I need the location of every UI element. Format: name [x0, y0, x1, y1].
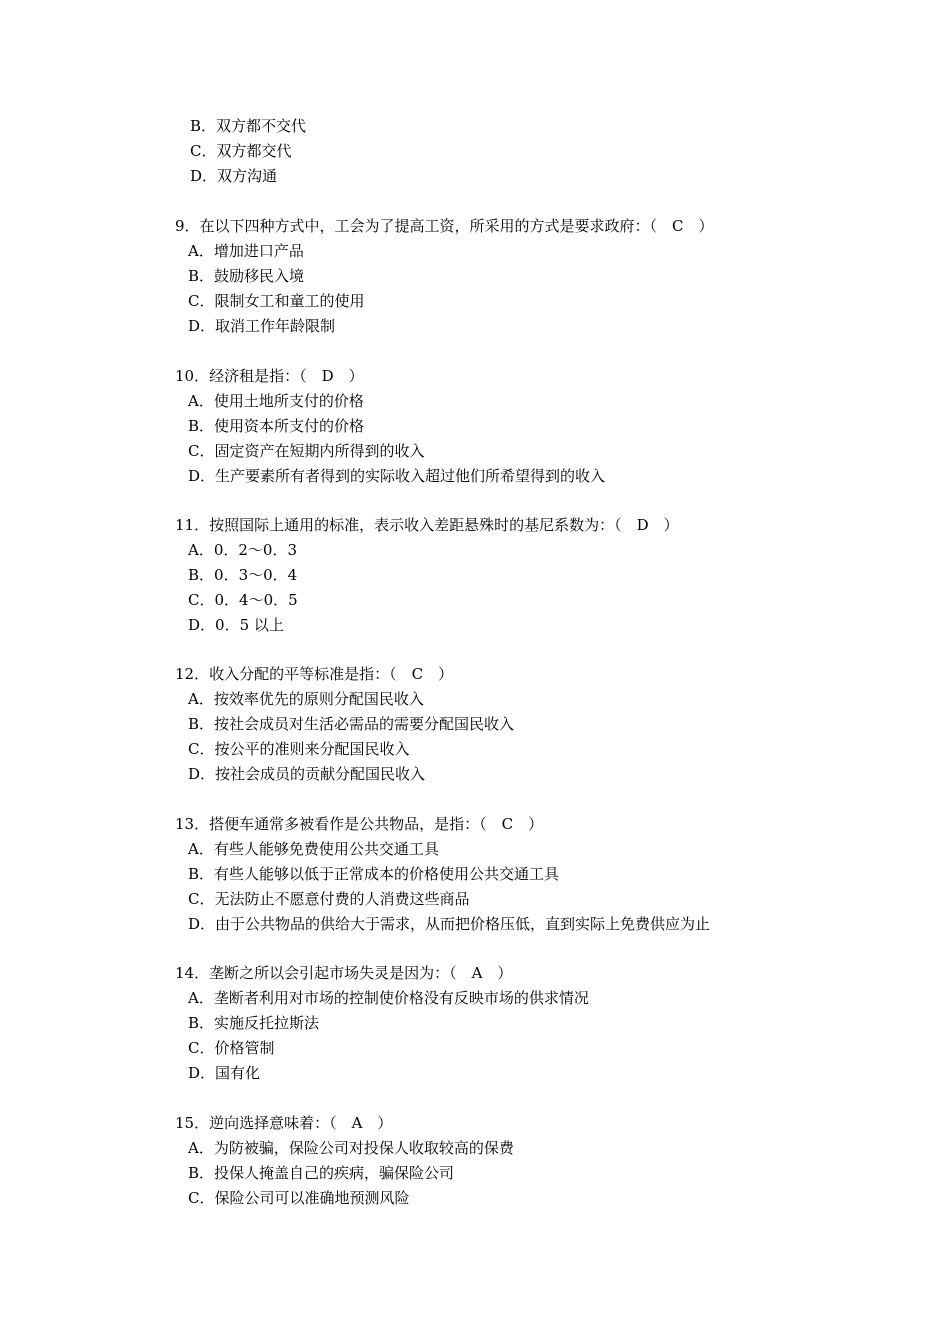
option-a: A．有些人能够免费使用公共交通工具: [188, 840, 439, 858]
option-b: B．0．3～0．4: [188, 566, 298, 584]
option-d: D．生产要素所有者得到的实际收入超过他们所希望得到的收入: [188, 467, 606, 485]
lead-options: [0, 114, 950, 189]
option-c: C．双方都交代: [190, 142, 292, 160]
option-a: A．增加进口产品: [188, 242, 304, 260]
option-a: A．0．2～0．3: [188, 541, 298, 559]
question-stem: 13．搭便车通常多被看作是公共物品，是指：（ C ）: [175, 815, 544, 833]
question-stem: 9．在以下四种方式中，工会为了提高工资，所采用的方式是要求政府：（ C ）: [175, 217, 714, 235]
question-10: [0, 364, 950, 489]
option-a: A．为防被骗，保险公司对投保人收取较高的保费: [188, 1139, 514, 1157]
question-stem: 10．经济租是指：（ D ）: [175, 367, 364, 385]
option-b: B．按社会成员对生活必需品的需要分配国民收入: [188, 715, 515, 733]
option-c: C．价格管制: [188, 1039, 275, 1057]
option-d: D．双方沟通: [190, 167, 278, 185]
question-stem: 11．按照国际上通用的标准，表示收入差距悬殊时的基尼系数为：（ D ）: [175, 516, 679, 534]
option-c: C．无法防止不愿意付费的人消费这些商品: [188, 890, 470, 908]
question-stem: 14．垄断之所以会引起市场失灵是因为：（ A ）: [175, 964, 513, 982]
question-12: [0, 662, 950, 787]
option-a: A．垄断者利用对市场的控制使价格没有反映市场的供求情况: [188, 989, 589, 1007]
option-d: D．由于公共物品的供给大于需求，从而把价格压低，直到实际上免费供应为止: [188, 915, 711, 933]
option-b: B．投保人掩盖自己的疾病，骗保险公司: [188, 1164, 455, 1182]
question-9: [0, 214, 950, 339]
option-d: D．0．5 以上: [188, 616, 284, 634]
question-15: [0, 1111, 950, 1211]
option-a: A．按效率优先的原则分配国民收入: [188, 690, 424, 708]
question-11: [0, 513, 950, 638]
option-c: C．限制女工和童工的使用: [188, 292, 365, 310]
option-b: B．有些人能够以低于正常成本的价格使用公共交通工具: [188, 865, 560, 883]
option-d: D．取消工作年龄限制: [188, 317, 336, 335]
question-stem: 12．收入分配的平等标准是指：（ C ）: [175, 665, 454, 683]
question-13: [0, 812, 950, 937]
question-14: [0, 961, 950, 1086]
question-stem: 15．逆向选择意味着：（ A ）: [175, 1114, 393, 1132]
option-d: D．按社会成员的贡献分配国民收入: [188, 765, 426, 783]
option-b: B．鼓励移民入境: [188, 267, 305, 285]
option-a: A．使用土地所支付的价格: [188, 392, 364, 410]
option-c: C．固定资产在短期内所得到的收入: [188, 442, 425, 460]
option-b: B．使用资本所支付的价格: [188, 417, 365, 435]
option-b: B．实施反托拉斯法: [188, 1014, 320, 1032]
option-c: C．按公平的准则来分配国民收入: [188, 740, 410, 758]
option-d: D．国有化: [188, 1064, 261, 1082]
option-b: B．双方都不交代: [190, 117, 307, 135]
option-c: C．保险公司可以准确地预测风险: [188, 1189, 410, 1207]
option-c: C．0．4～0．5: [188, 591, 298, 609]
